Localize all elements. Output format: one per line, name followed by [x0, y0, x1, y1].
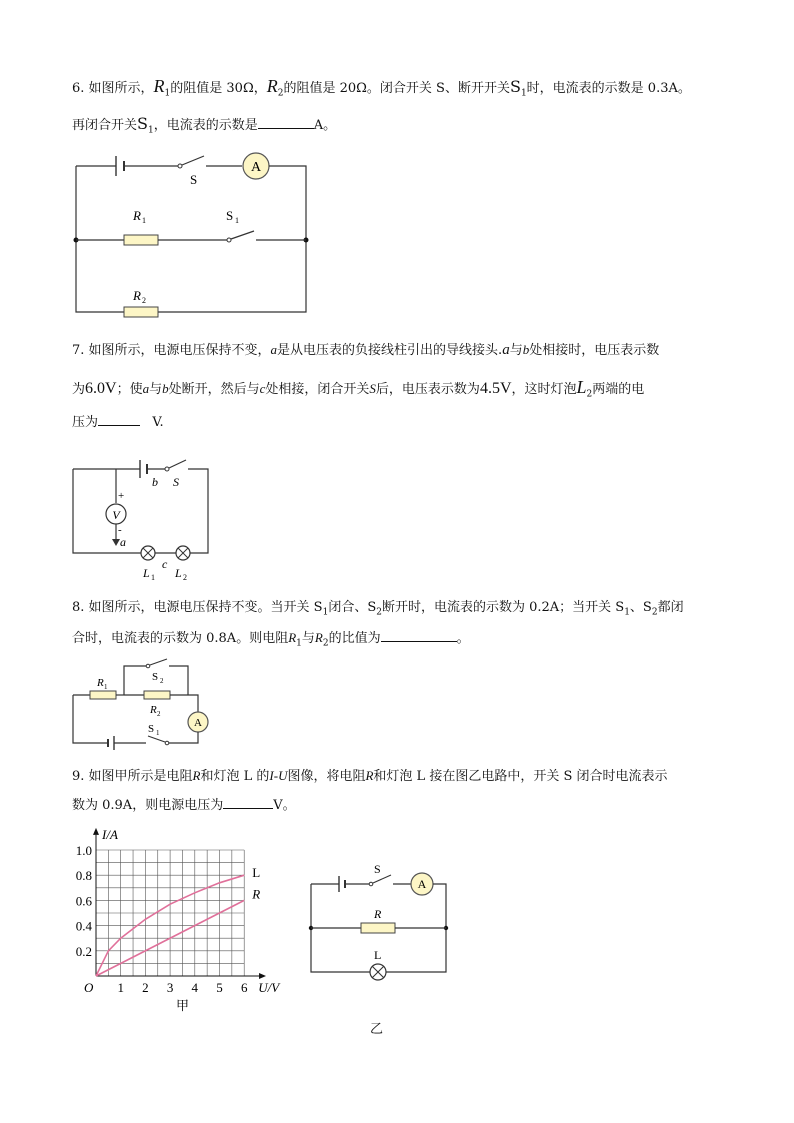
x-tick-label: 6	[240, 980, 248, 995]
q6-resistor-r1	[124, 235, 158, 245]
svg-text:S: S	[173, 475, 179, 489]
svg-text:1: 1	[142, 216, 146, 225]
svg-text:L: L	[143, 566, 150, 580]
q6-line2: 再闭合开关$S_1$，电流表的示数是 A。	[72, 114, 337, 136]
q9-resistor-r	[361, 923, 395, 933]
svg-text:S: S	[226, 208, 234, 223]
svg-text:S: S	[152, 671, 159, 683]
q7-switch-s	[169, 460, 186, 468]
q8-answer-blank[interactable]	[381, 629, 457, 642]
q6-answer-blank[interactable]	[258, 116, 314, 129]
svg-text:R: R	[374, 907, 382, 921]
q7-line2: 为6.0V；使a与b处断开，然后与c处相接，闭合开关S后，电压表示数为4.5V，这时灯泡$L_2$两端的电	[72, 377, 645, 400]
svg-text:S: S	[190, 172, 198, 187]
x-tick-label: 2	[142, 980, 149, 995]
q6-line1: 6. 如图所示，$R_1$的阻值是 30Ω，$R_2$的阻值是 20Ω。闭合开关 S、断开开关$S_1$时，电流表的示数是 0.3A。	[72, 76, 691, 99]
x-axis-arrow	[259, 973, 266, 979]
q6-switch-s1	[231, 231, 254, 239]
q6-circuit-diagram	[70, 150, 320, 330]
svg-text:R: R	[133, 288, 141, 303]
q9-line2: 数为 0.9A，则电源电压为 V。	[72, 798, 296, 813]
q8-switch-s2	[150, 659, 167, 665]
x-tick-label: 3	[166, 980, 174, 995]
svg-text:A: A	[417, 877, 427, 891]
x-tick-label: 4	[191, 980, 199, 995]
y-axis-arrow	[93, 828, 99, 835]
svg-text:1: 1	[104, 683, 108, 691]
q9-answer-blank[interactable]	[223, 796, 273, 809]
x-tick-label: 5	[216, 980, 223, 995]
y-axis-label: I/A	[102, 826, 118, 842]
svg-text:1: 1	[156, 729, 160, 737]
svg-text:2: 2	[142, 296, 146, 305]
q8-circuit-diagram	[70, 658, 220, 753]
svg-text:A: A	[194, 717, 202, 729]
q7-answer-blank[interactable]	[98, 413, 140, 426]
svg-text:2: 2	[160, 677, 164, 685]
svg-text:1: 1	[151, 573, 155, 582]
y-tick-label: 0.2	[75, 943, 92, 959]
x-axis-label: U/V	[258, 980, 280, 995]
svg-text:+: +	[118, 490, 125, 502]
series-label-R: R	[252, 886, 261, 902]
svg-text:R: R	[150, 704, 157, 716]
svg-text:S: S	[374, 862, 381, 876]
q9-iu-chart	[70, 818, 290, 1018]
svg-text:R: R	[133, 208, 141, 223]
q9-line1: 9. 如图甲所示是电阻R和灯泡 L 的I-U图像，将电阻R和灯泡 L 接在图乙电路中，开关 S 闭合时电流表示	[72, 768, 668, 784]
q9-circuit-diagram	[305, 860, 455, 1000]
svg-text:S: S	[148, 723, 155, 735]
q7-line1: 7. 如图所示，电源电压保持不变，a是从电压表的负接线柱引出的导线接头.a与b处相接时，电压表示数	[72, 342, 660, 358]
series-label-L: L	[252, 865, 261, 881]
q9-fig-label-yi: 乙	[370, 1022, 384, 1037]
svg-text:a: a	[120, 535, 126, 549]
q9-fig-label-jia: 甲	[175, 998, 189, 1013]
q9-switch-s	[373, 875, 391, 883]
q6-resistor-r2	[124, 307, 158, 317]
svg-text:L: L	[175, 566, 182, 580]
svg-text:R: R	[97, 677, 104, 689]
svg-text:1: 1	[235, 216, 239, 225]
svg-text:L: L	[374, 948, 382, 962]
q7-circuit-diagram	[70, 455, 220, 585]
q8-resistor-r1	[90, 691, 116, 699]
svg-text:b: b	[152, 475, 158, 489]
svg-text:c: c	[162, 557, 168, 571]
svg-text:A: A	[250, 160, 262, 175]
q8-resistor-r2	[144, 691, 170, 699]
q8-line2: 合时，电流表的示数为 0.8A。则电阻$R_1$与$R_2$的比值为 。	[72, 630, 470, 649]
q8-line1: 8. 如图所示，电源电压保持不变。当开关 $S_1$闭合、$S_2$断开时，电流表的示数为 0.2A；当开关 $S_1$、$S_2$都闭	[72, 600, 684, 618]
svg-text:V: V	[112, 508, 120, 522]
q7-line3: 压为 V.	[72, 415, 164, 430]
svg-text:-: -	[118, 524, 122, 536]
origin-label: O	[84, 980, 94, 995]
y-tick-label: 0.4	[75, 918, 92, 934]
y-tick-label: 0.6	[75, 893, 92, 909]
y-tick-label: 0.8	[75, 868, 92, 884]
q6-switch-s	[182, 156, 204, 165]
x-tick-label: 1	[117, 980, 124, 995]
svg-text:2: 2	[183, 573, 187, 582]
y-tick-label: 1.0	[75, 843, 92, 858]
svg-text:2: 2	[157, 710, 161, 718]
